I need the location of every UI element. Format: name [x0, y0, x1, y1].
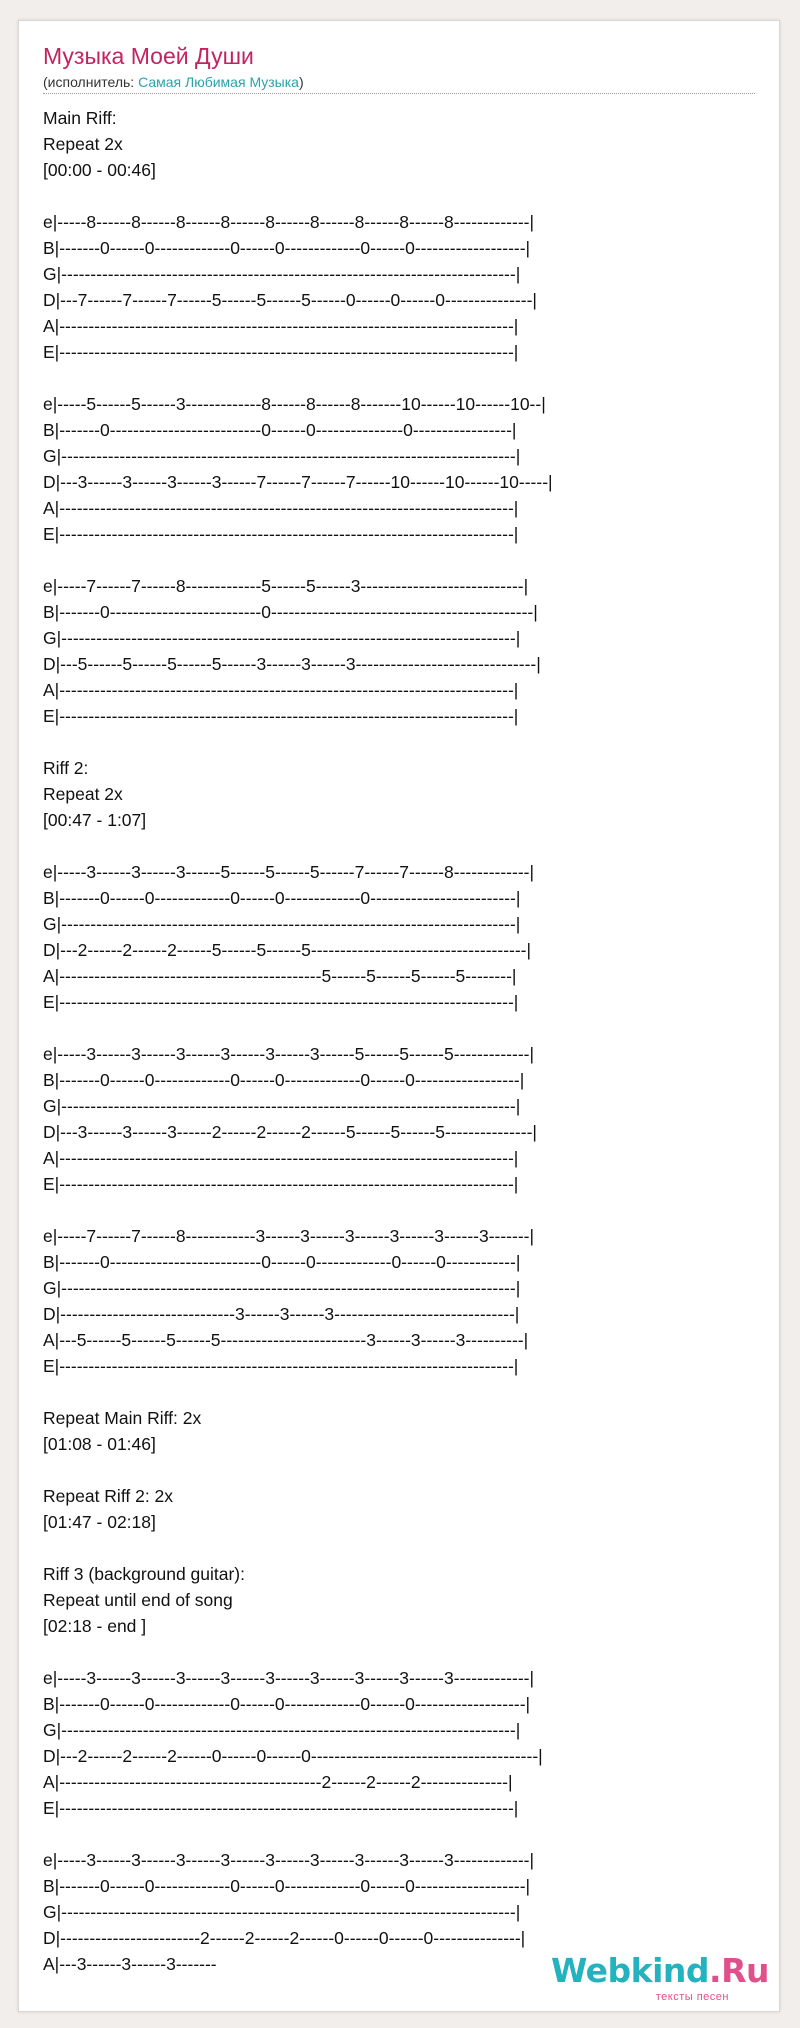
lyrics-line: e|-----7------7------8-------------5------5------3----------------------------|	[43, 576, 529, 596]
lyrics-line: E|------------------------------------------------------------------------------|	[43, 1174, 519, 1194]
lyrics-line: B|-------0------0-------------0------0-------------0------0-------------------|	[43, 1694, 531, 1714]
lyrics-line	[43, 729, 763, 755]
lyrics-line: Repeat 2x	[43, 784, 123, 804]
artist-prefix: (исполнитель:	[43, 74, 139, 90]
webkind-logo[interactable]	[550, 1951, 769, 2007]
lyrics-line: B|-------0------0-------------0------0-------------0------0------------------|	[43, 1070, 525, 1090]
lyrics-line: B|-------0------0-------------0------0-------------0-------------------------|	[43, 888, 521, 908]
song-title: Музыка Моей Души	[43, 43, 254, 69]
lyrics-line: D|---2------2------2------0------0------0---------------------------------------|	[43, 1746, 543, 1766]
lyrics-line: e|-----3------3------3------5------5------5------7------7------8-------------|	[43, 862, 535, 882]
lyrics-line: [02:18 - end ]	[43, 1616, 147, 1636]
lyrics-line: G|------------------------------------------------------------------------------|	[43, 1902, 521, 1922]
lyrics-line: D|---2------2------2------5------5------5-------------------------------------|	[43, 940, 532, 960]
lyrics-line: G|------------------------------------------------------------------------------|	[43, 446, 521, 466]
lyrics-line: B|-------0--------------------------0------0-------------0------0------------|	[43, 1252, 521, 1272]
lyrics-line: G|------------------------------------------------------------------------------|	[43, 1096, 521, 1116]
lyrics-line: D|---5------5------5------5------3------3------3-------------------------------|	[43, 654, 541, 674]
lyrics-line: E|------------------------------------------------------------------------------|	[43, 706, 519, 726]
logo-tagline: тексты песен	[655, 1991, 729, 2003]
lyrics-line: B|-------0------0-------------0------0-------------0------0-------------------|	[43, 1876, 531, 1896]
lyrics-line: A|------------------------------------------------------------------------------|	[43, 498, 519, 518]
lyrics-line	[43, 183, 763, 209]
lyrics-line: G|------------------------------------------------------------------------------|	[43, 1720, 521, 1740]
lyrics-line: Repeat Riff 2: 2x	[43, 1486, 174, 1506]
lyrics-line: E|------------------------------------------------------------------------------|	[43, 524, 519, 544]
logo-tld-text: .Ru	[709, 1951, 769, 1990]
lyrics-line	[43, 1197, 763, 1223]
lyrics-line: D|------------------------2------2------2------0------0------0---------------|	[43, 1928, 526, 1948]
lyrics-line	[43, 547, 763, 573]
lyrics-line: G|------------------------------------------------------------------------------|	[43, 1278, 521, 1298]
lyrics-line: e|-----3------3------3------3------3------3------3------3------3-------------|	[43, 1668, 535, 1688]
lyrics-line	[43, 1015, 763, 1041]
lyrics-line: B|-------0------0-------------0------0-------------0------0-------------------|	[43, 238, 531, 258]
lyrics-line: D|---3------3------3------2------2------2------5------5------5---------------|	[43, 1122, 537, 1142]
lyrics-line	[43, 833, 763, 859]
lyrics-line: Repeat until end of song	[43, 1590, 233, 1610]
content-card	[18, 20, 780, 2012]
artist-line	[43, 73, 755, 94]
lyrics-line: G|------------------------------------------------------------------------------|	[43, 628, 521, 648]
lyrics-line: B|-------0--------------------------0------0---------------0-----------------|	[43, 420, 517, 440]
lyrics-line: A|---5------5------5------5-------------------------3------3------3----------|	[43, 1330, 529, 1350]
lyrics-line	[43, 1379, 763, 1405]
lyrics-line: A|---3------3------3-------	[43, 1954, 217, 1974]
lyrics-line: [00:00 - 00:46]	[43, 160, 156, 180]
lyrics-line	[43, 1639, 763, 1665]
lyrics-line: [01:47 - 02:18]	[43, 1512, 156, 1532]
lyrics-line: E|------------------------------------------------------------------------------|	[43, 992, 519, 1012]
lyrics-line: E|------------------------------------------------------------------------------|	[43, 342, 519, 362]
lyrics-line: Repeat Main Riff: 2x	[43, 1408, 202, 1428]
lyrics-line: B|-------0--------------------------0---------------------------------------------|	[43, 602, 538, 622]
lyrics-line: G|------------------------------------------------------------------------------|	[43, 264, 521, 284]
lyrics-line: A|---------------------------------------------2------2------2---------------|	[43, 1772, 513, 1792]
lyrics-line: A|------------------------------------------------------------------------------|	[43, 316, 519, 336]
lyrics-line: e|-----7------7------8------------3------3------3------3------3------3-------|	[43, 1226, 535, 1246]
lyrics-line: A|------------------------------------------------------------------------------|	[43, 680, 519, 700]
lyrics-body	[43, 105, 763, 1977]
artist-link[interactable]: Самая Любимая Музыка	[138, 74, 299, 90]
lyrics-line: e|-----8------8------8------8------8------8------8------8------8-------------|	[43, 212, 535, 232]
lyrics-line: [00:47 - 1:07]	[43, 810, 147, 830]
logo-main-text: Webkind	[550, 1951, 710, 1990]
lyrics-line: G|------------------------------------------------------------------------------|	[43, 914, 521, 934]
lyrics-line: [01:08 - 01:46]	[43, 1434, 156, 1454]
lyrics-line	[43, 1457, 763, 1483]
lyrics-line	[43, 1821, 763, 1847]
lyrics-line: Repeat 2x	[43, 134, 123, 154]
lyrics-line: E|------------------------------------------------------------------------------|	[43, 1798, 519, 1818]
lyrics-line: e|-----5------5------3-------------8------8------8-------10------10------10--|	[43, 394, 546, 414]
lyrics-line: E|------------------------------------------------------------------------------|	[43, 1356, 519, 1376]
lyrics-line: A|---------------------------------------------5------5------5------5--------|	[43, 966, 517, 986]
lyrics-line: Riff 2:	[43, 758, 89, 778]
lyrics-line: D|------------------------------3------3------3-------------------------------|	[43, 1304, 520, 1324]
lyrics-line: e|-----3------3------3------3------3------3------5------5------5-------------|	[43, 1044, 535, 1064]
lyrics-line	[43, 1535, 763, 1561]
artist-suffix: )	[298, 74, 304, 90]
lyrics-line: e|-----3------3------3------3------3------3------3------3------3-------------|	[43, 1850, 535, 1870]
lyrics-line: Riff 3 (background guitar):	[43, 1564, 246, 1584]
logo-wordmark	[551, 1951, 769, 1990]
lyrics-line: Main Riff:	[43, 108, 117, 128]
lyrics-line: D|---3------3------3------3------7------7------7------10------10------10-----|	[43, 472, 553, 492]
lyrics-line: A|------------------------------------------------------------------------------|	[43, 1148, 519, 1168]
lyrics-line: D|---7------7------7------5------5------5------0------0------0---------------|	[43, 290, 537, 310]
lyrics-line	[43, 365, 763, 391]
